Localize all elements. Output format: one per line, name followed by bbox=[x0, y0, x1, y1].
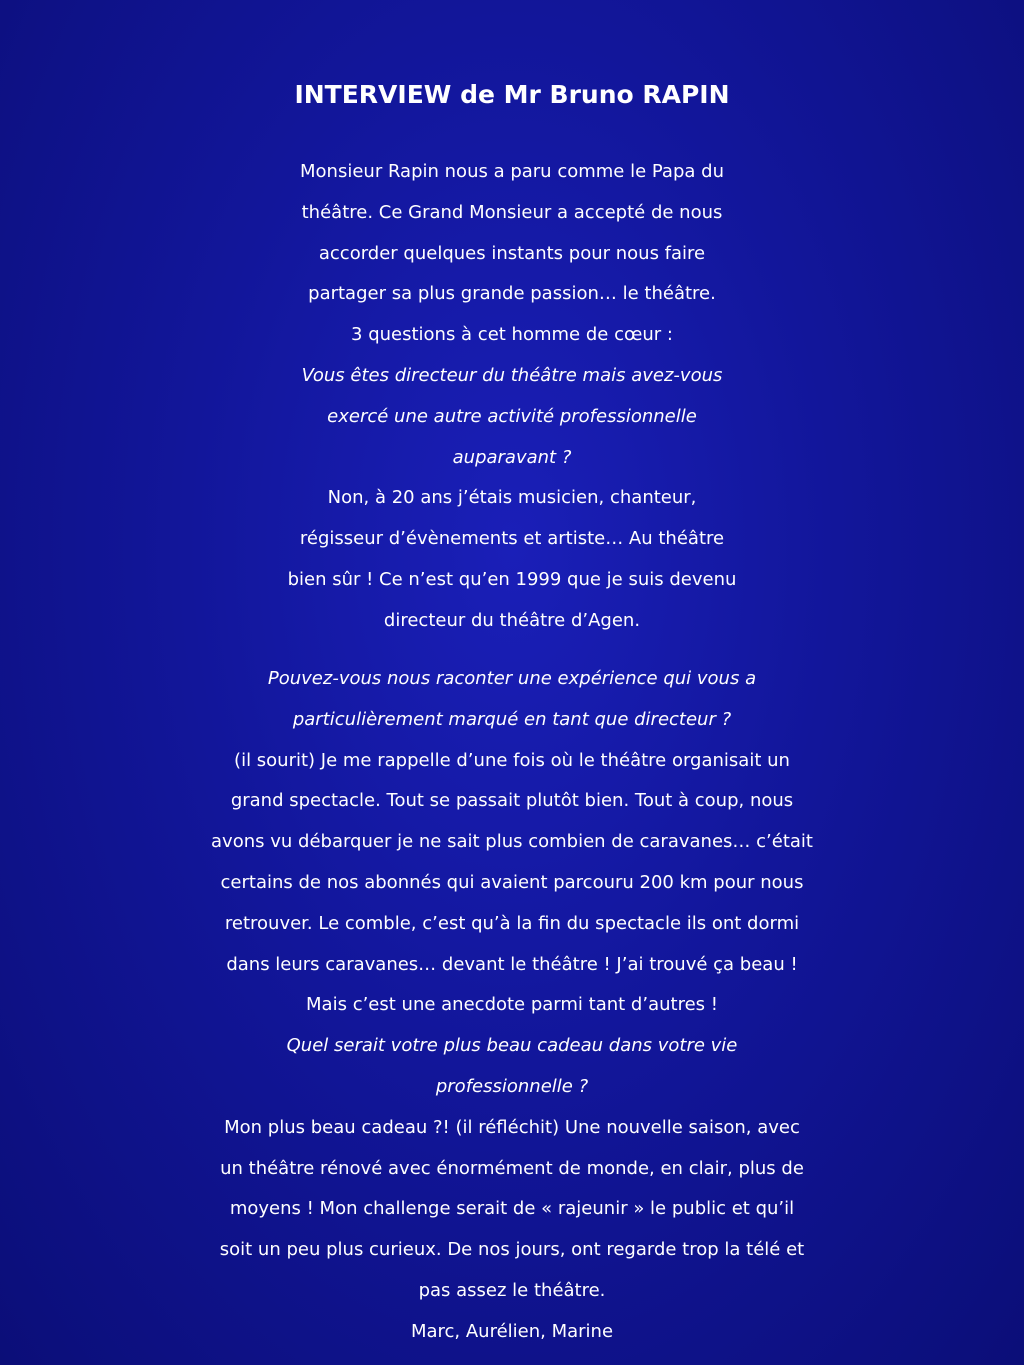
answer-line: Mais c’est une anecdote parmi tant d’autres ! bbox=[306, 994, 718, 1016]
text-line: 3 questions à cet homme de cœur : bbox=[351, 324, 673, 346]
authors-line: Marc, Aurélien, Marine bbox=[410, 1320, 614, 1342]
answer-line: un théâtre rénové avec énormément de monde, en clair, plus de bbox=[220, 1157, 804, 1179]
answer-line: Mon plus beau cadeau ?! (il réfléchit) Une nouvelle saison, avec bbox=[224, 1116, 800, 1138]
intro-and-first-question bbox=[0, 152, 1024, 642]
answer-line: (il sourit) Je me rappelle d’une fois où le théâtre organisait un bbox=[234, 749, 790, 771]
question-line: auparavant ? bbox=[452, 446, 572, 468]
answer-line: bien sûr ! Ce n’est qu’en 1999 que je suis devenu bbox=[287, 568, 737, 590]
second-and-third-questions bbox=[0, 659, 1024, 1353]
answer-line: dans leurs caravanes… devant le théâtre ! J’ai trouvé ça beau ! bbox=[226, 953, 798, 975]
interview-title: INTERVIEW de Mr Bruno RAPIN bbox=[294, 80, 730, 109]
answer-line: avons vu débarquer je ne sait plus combien de caravanes… c’était bbox=[211, 831, 813, 853]
text-line: théâtre. Ce Grand Monsieur a accepté de nous bbox=[301, 201, 723, 223]
answer-line: Non, à 20 ans j’étais musicien, chanteur, bbox=[327, 487, 697, 509]
text-line: partager sa plus grande passion… le théâtre. bbox=[308, 283, 716, 305]
text-line: accorder quelques instants pour nous faire bbox=[318, 242, 706, 264]
question-line: exercé une autre activité professionnelle bbox=[327, 405, 697, 427]
answer-line: pas assez le théâtre. bbox=[418, 1279, 606, 1301]
question-line: professionnelle ? bbox=[435, 1075, 589, 1097]
question-line: Quel serait votre plus beau cadeau dans votre vie bbox=[286, 1035, 738, 1057]
question-line: Pouvez-vous nous raconter une expérience qui vous a bbox=[267, 668, 757, 689]
question-line: Vous êtes directeur du théâtre mais avez-vous bbox=[301, 364, 723, 386]
answer-line: soit un peu plus curieux. De nos jours, ont regarde trop la télé et bbox=[219, 1239, 805, 1261]
text-line: Monsieur Rapin nous a paru comme le Papa du bbox=[300, 161, 724, 182]
answer-line: grand spectacle. Tout se passait plutôt bien. Tout à coup, nous bbox=[230, 790, 794, 812]
answer-line: retrouver. Le comble, c’est qu’à la fin du spectacle ils ont dormi bbox=[224, 912, 800, 934]
question-line: particulièrement marqué en tant que directeur ? bbox=[292, 708, 732, 730]
answer-line: directeur du théâtre d’Agen. bbox=[383, 609, 641, 631]
answer-line: certains de nos abonnés qui avaient parcouru 200 km pour nous bbox=[220, 871, 804, 893]
answer-line: moyens ! Mon challenge serait de « rajeunir » le public et qu’il bbox=[229, 1198, 795, 1220]
answer-line: régisseur d’évènements et artiste… Au théâtre bbox=[299, 528, 725, 550]
